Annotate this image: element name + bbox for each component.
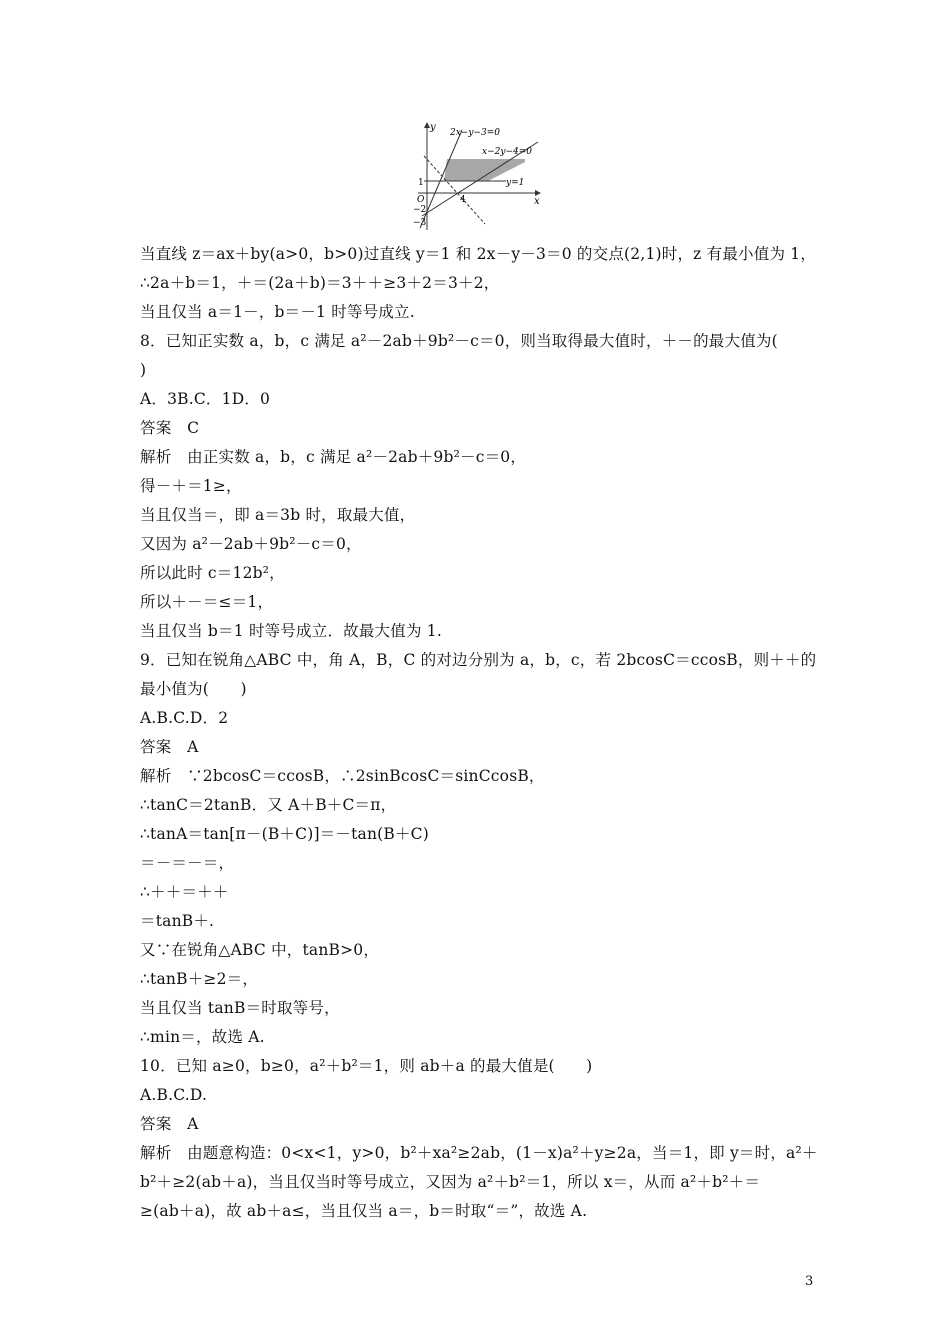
question-9: 9．已知在锐角△ABC 中，角 A，B，C 的对边分别为 a，b，c，若 2bcosC＝ccosB，则＋＋的 bbox=[140, 651, 817, 669]
text-line: ∴tanA＝tan[π－(B＋C)]＝－tan(B＋C) bbox=[140, 825, 429, 843]
solution-text bbox=[140, 240, 820, 1226]
text-line: 当且仅当 tanB＝时取等号， bbox=[140, 999, 340, 1017]
text-line: 又因为 a²－2ab＋9b²－c＝0， bbox=[140, 535, 362, 553]
text-line: 解析 ∵2bcosC＝ccosB，∴2sinBcosC＝sinCcosB， bbox=[140, 767, 545, 785]
tick-label-neg3: −3 bbox=[413, 218, 427, 228]
tick-label-neg2: −2 bbox=[413, 205, 427, 215]
tick-label-4: 4 bbox=[460, 195, 466, 205]
text-line: ∴tanC＝2tanB．又 A＋B＋C＝π， bbox=[140, 796, 397, 814]
text-line: 得－＋＝1≥， bbox=[140, 477, 242, 495]
text-line: ≥(ab＋a)，故 ab＋a≤，当且仅当 a＝，b＝时取“＝”，故选 A. bbox=[140, 1202, 588, 1220]
text-line: ) bbox=[140, 361, 147, 379]
choices-10: A.B.C.D. bbox=[140, 1086, 208, 1104]
text-line: ∴min＝，故选 A. bbox=[140, 1028, 265, 1046]
text-line: 当且仅当＝，即 a＝3b 时，取最大值， bbox=[140, 506, 416, 524]
graph-svg bbox=[410, 118, 560, 234]
choices-8: A．3B.C．1D．0 bbox=[140, 390, 271, 408]
text-line: ＝tanB＋. bbox=[140, 912, 215, 930]
choices-9: A.B.C.D．2 bbox=[140, 709, 229, 727]
text-line: 解析 由题意构造：0<x<1，y>0，b²＋xa²≥2ab，(1－x)a²＋y≥2a，当＝1，即 y＝时，a²＋ bbox=[140, 1144, 818, 1162]
linear-programming-figure bbox=[410, 118, 560, 234]
answer-9: 答案 A bbox=[140, 738, 199, 756]
text-line: ∴tanB＋≥2＝， bbox=[140, 970, 259, 988]
text-line: 所以＋－＝≤＝1， bbox=[140, 593, 274, 611]
page-number: 3 bbox=[805, 1274, 814, 1289]
text-line: 当直线 z＝ax＋by(a>0，b>0)过直线 y＝1 和 2x－y－3＝0 的交点(2,1)时，z 有最小值为 1， bbox=[140, 245, 817, 263]
answer-10: 答案 A bbox=[140, 1115, 199, 1133]
text-line: ∴＋＋＝＋＋ bbox=[140, 883, 229, 901]
answer-8: 答案 C bbox=[140, 419, 200, 437]
origin-label: O bbox=[417, 195, 425, 205]
x-axis-label: x bbox=[534, 196, 540, 207]
text-line: 当且仅当 b＝1 时等号成立．故最大值为 1. bbox=[140, 622, 442, 640]
text-line: 最小值为( ) bbox=[140, 680, 247, 698]
y-axis-label: y bbox=[430, 122, 436, 133]
text-line: 又∵在锐角△ABC 中，tanB>0， bbox=[140, 941, 380, 959]
text-line: ∴2a＋b＝1，＋＝(2a＋b)＝3＋＋≥3＋2＝3＋2， bbox=[140, 274, 500, 292]
text-line: 当且仅当 a＝1－，b＝－1 时等号成立. bbox=[140, 303, 415, 321]
text-line: b²＋≥2(ab＋a)，当且仅当时等号成立，又因为 a²＋b²＝1，所以 x＝，从而 a²＋b²＋＝ bbox=[140, 1173, 761, 1191]
text-line: 解析 由正实数 a，b，c 满足 a²－2ab＋9b²－c＝0， bbox=[140, 448, 527, 466]
text-line: 所以此时 c＝12b²， bbox=[140, 564, 285, 582]
text-line: ＝－＝－＝， bbox=[140, 854, 235, 872]
tick-label-1: 1 bbox=[418, 178, 424, 188]
question-8: 8．已知正实数 a，b，c 满足 a²－2ab＋9b²－c＝0，则当取得最大值时，＋－的最大值为( bbox=[140, 332, 778, 350]
eq-label-3: y=1 bbox=[506, 178, 525, 188]
eq-label-1: 2x−y−3=0 bbox=[450, 128, 500, 138]
question-10: 10．已知 a≥0，b≥0，a²＋b²＝1，则 ab＋a 的最大值是( ) bbox=[140, 1057, 593, 1075]
eq-label-2: x−2y−4=0 bbox=[482, 147, 532, 157]
